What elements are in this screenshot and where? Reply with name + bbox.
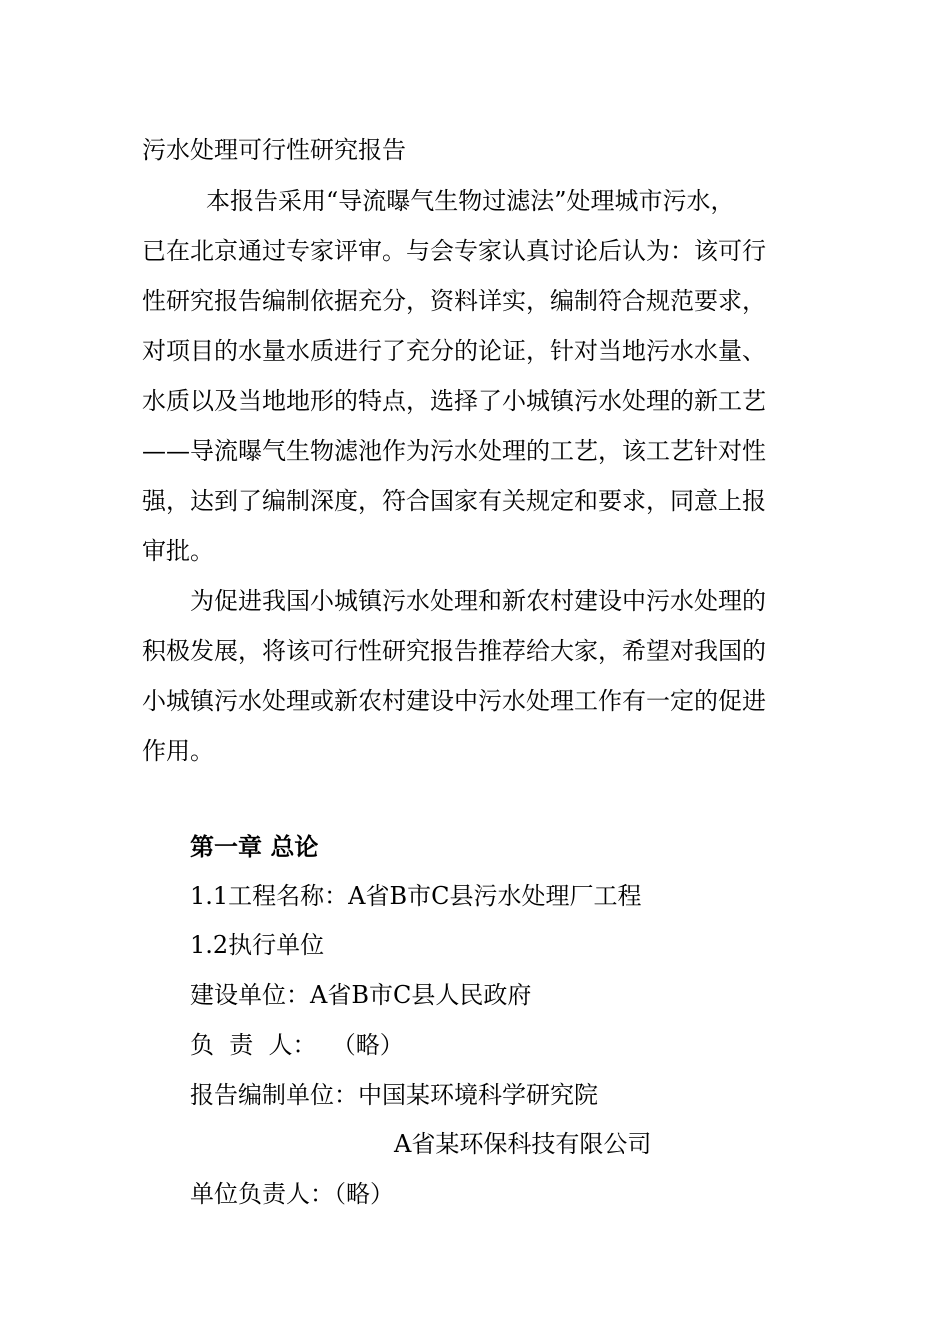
- paragraph-line: 强，达到了编制深度，符合国家有关规定和要求，同意上报: [142, 487, 766, 515]
- report-unit-secondary-line: A省某环保科技有限公司: [394, 1130, 652, 1158]
- intro-paragraph: [142, 176, 812, 576]
- paragraph-line: 已在北京通过专家评审。与会专家认真讨论后认为：该可行: [142, 237, 766, 265]
- paragraph-line: 水质以及当地地形的特点，选择了小城镇污水处理的新工艺: [142, 387, 766, 415]
- paragraph-line: 本报告采用“导流曝气生物过滤法”处理城市污水，: [206, 187, 735, 215]
- paragraph-line: 积极发展，将该可行性研究报告推荐给大家，希望对我国的: [142, 637, 766, 665]
- report-unit-line: 报告编制单位：中国某环境科学研究院: [190, 1081, 598, 1109]
- person-in-charge-line: 负 责 人： （略）: [190, 1031, 404, 1059]
- construction-unit-line: 建设单位：A省B市C县人民政府: [190, 981, 532, 1009]
- project-name-line: 1.1工程名称：A省B市C县污水处理厂工程: [190, 882, 642, 910]
- document-title: 污水处理可行性研究报告: [142, 136, 406, 164]
- paragraph-line: 小城镇污水处理或新农村建设中污水处理工作有一定的促进: [142, 687, 766, 715]
- paragraph-line: ——导流曝气生物滤池作为污水处理的工艺，该工艺针对性: [142, 437, 766, 465]
- executing-unit-heading: 1.2执行单位: [190, 931, 325, 959]
- unit-person-in-charge-line: 单位负责人：（略）: [190, 1180, 394, 1208]
- paragraph-line: 性研究报告编制依据充分，资料详实，编制符合规范要求，: [142, 287, 766, 315]
- paragraph-line: 对项目的水量水质进行了充分的论证，针对当地污水水量、: [142, 337, 766, 365]
- paragraph-line: 为促进我国小城镇污水处理和新农村建设中污水处理的: [190, 587, 766, 615]
- paragraph-line: 审批。: [142, 537, 214, 565]
- paragraph-line: 作用。: [142, 737, 214, 765]
- recommendation-paragraph: [142, 576, 812, 776]
- chapter-heading: 第一章 总论: [190, 832, 319, 861]
